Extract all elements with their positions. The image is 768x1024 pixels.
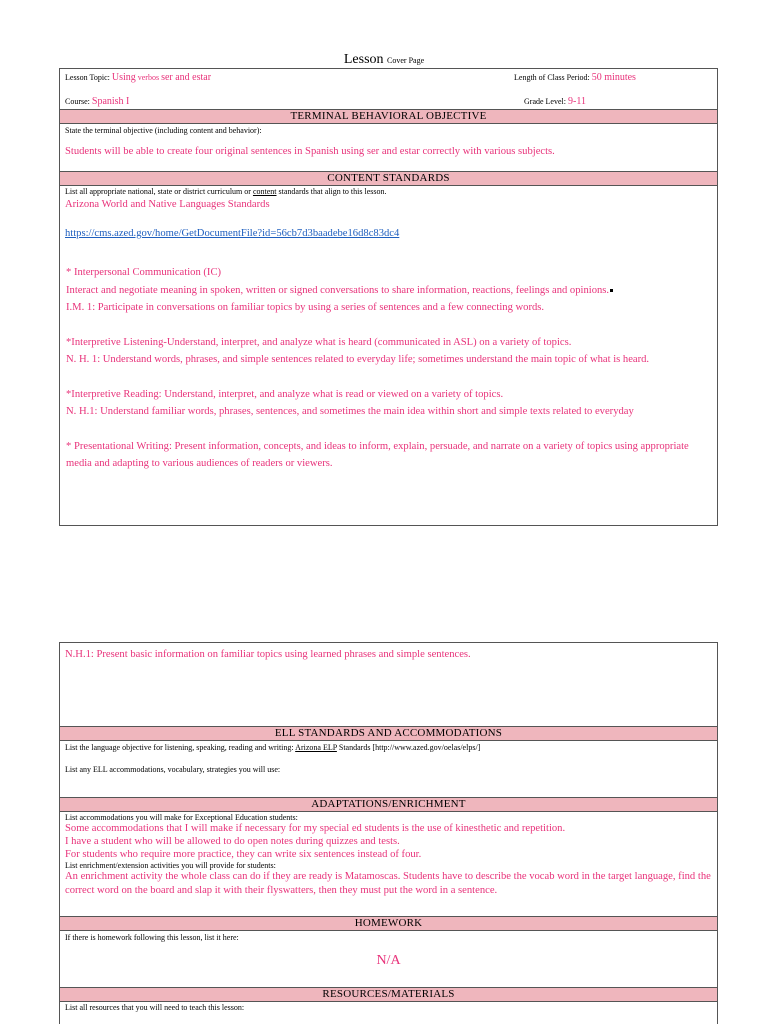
adapt-a3: For students who require more practice, they can write six sentences instead of four. [65, 849, 422, 860]
standards-p1: * Interpersonal Communication (IC) [66, 267, 222, 278]
standards-instruction: List all appropriate national, state or district curriculum or content standards that align to this lesson. [65, 187, 387, 196]
standards-p6: *Interpretive Reading: Understand, interpret, and analyze what is read or viewed on a variety of topics. [66, 388, 504, 400]
bullet-dot-icon [610, 289, 613, 292]
resources-body [60, 1002, 717, 1022]
lesson-topic-c: ser and estar [161, 72, 212, 83]
adapt-a1: Some accommodations that I will make if necessary for my special ed students is the use of kinesthetic and repetition. [65, 823, 566, 834]
class-length-label: Length of Class Period: [514, 73, 590, 82]
course-label: Course: [65, 97, 90, 106]
standards-cont: N.H.1: Present basic information on familiar topics using learned phrases and simple sentences. [65, 649, 471, 660]
standards-body [60, 186, 717, 526]
adapt-label-1: List accommodations you will make for Exceptional Education students: [65, 813, 298, 822]
standards-p8: * Presentational Writing: Present information, concepts, and ideas to inform, explain, persuade, and narrate on a variety of topics using appropriate media and adapting to various audiences of readers or viewers. [66, 440, 689, 469]
lesson-topic-b: verbos [137, 73, 160, 82]
course [65, 96, 129, 107]
title-sub: Cover Page [387, 56, 425, 65]
adapt-body [60, 812, 717, 917]
standards-continued [60, 643, 717, 727]
course-value: Spanish I [91, 96, 130, 107]
grade-label: Grade Level: [524, 97, 566, 106]
standards-p7: N. H.1: Understand familiar words, phrases, sentences, and sometimes the main idea within short and simple texts related to everyday [66, 406, 634, 417]
tbo-objective: Students will be able to create four original sentences in Spanish using ser and estar correctly with various subjects. [65, 146, 555, 157]
grade-value: 9-11 [567, 96, 586, 107]
standards-link-wrap [65, 223, 399, 242]
standards-header: CONTENT STANDARDS [60, 172, 717, 186]
page-title [0, 52, 768, 68]
adapt-label-2: List enrichment/extension activities you will provide for students: [65, 861, 276, 870]
resources-label: List all resources that you will need to teach this lesson: [65, 1003, 245, 1012]
standards-link[interactable]: https://cms.azed.gov/home/GetDocumentFile?id=56cb7d3baadebe16d8c83dc4 [65, 228, 400, 239]
tbo-body [60, 124, 717, 172]
standards-p5: N. H. 1: Understand words, phrases, and simple sentences related to everyday life; sometimes understand the main topic of what is heard. [66, 354, 650, 365]
ell-body [60, 741, 717, 798]
standards-text [60, 264, 719, 473]
tbo-instruction: State the terminal objective (including content and behavior): [65, 126, 262, 135]
homework-value: N/A [376, 953, 401, 968]
title-main: Lesson [343, 52, 384, 67]
standards-p3: I.M. 1: Participate in conversations on familiar topics by using a series of sentences and a few connecting words. [66, 302, 545, 313]
class-length-value: 50 minutes [591, 72, 636, 83]
class-length [514, 72, 636, 83]
ell-line2: List any ELL accommodations, vocabulary, strategies you will use: [65, 765, 281, 774]
homework-body [60, 931, 717, 988]
grade-level [524, 96, 586, 107]
standards-p2: Interact and negotiate meaning in spoken, written or signed conversations to share information, reactions, feelings and opinions. [60, 282, 719, 300]
lesson-info [60, 69, 717, 110]
standards-source: Arizona World and Native Languages Standards [65, 199, 270, 210]
lesson-box-top [59, 68, 718, 526]
resources-header: RESOURCES/MATERIALS [60, 988, 717, 1002]
tbo-header: TERMINAL BEHAVIORAL OBJECTIVE [60, 110, 717, 124]
adapt-e1: An enrichment activity the whole class can do if they are ready is Matamoscas. Students have to describe the vocab word in the target language, find the correct word on the board and slap it with their flyswatters, then they must put the word in a sentence. [65, 871, 711, 896]
standards-p4: *Interpretive Listening-Understand, interpret, and analyze what is heard (communicated in ASL) on a variety of topics. [66, 336, 572, 348]
adapt-a2: I have a student who will be allowed to do open notes during quizzes and tests. [65, 836, 400, 847]
homework-label: If there is homework following this lesson, list it here: [65, 933, 239, 942]
lesson-topic-a: Using [111, 72, 136, 83]
adapt-header: ADAPTATIONS/ENRICHMENT [60, 798, 717, 812]
lesson-topic-label: Lesson Topic: [65, 73, 110, 82]
ell-header: ELL STANDARDS AND ACCOMMODATIONS [60, 727, 717, 741]
lesson-box-bottom [59, 642, 718, 1024]
lesson-topic [65, 72, 211, 83]
homework-header: HOMEWORK [60, 917, 717, 931]
ell-line1: List the language objective for listening, speaking, reading and writing: Arizona ELP Standards [http://www.azed.gov/oelas/elps/] [65, 743, 481, 752]
